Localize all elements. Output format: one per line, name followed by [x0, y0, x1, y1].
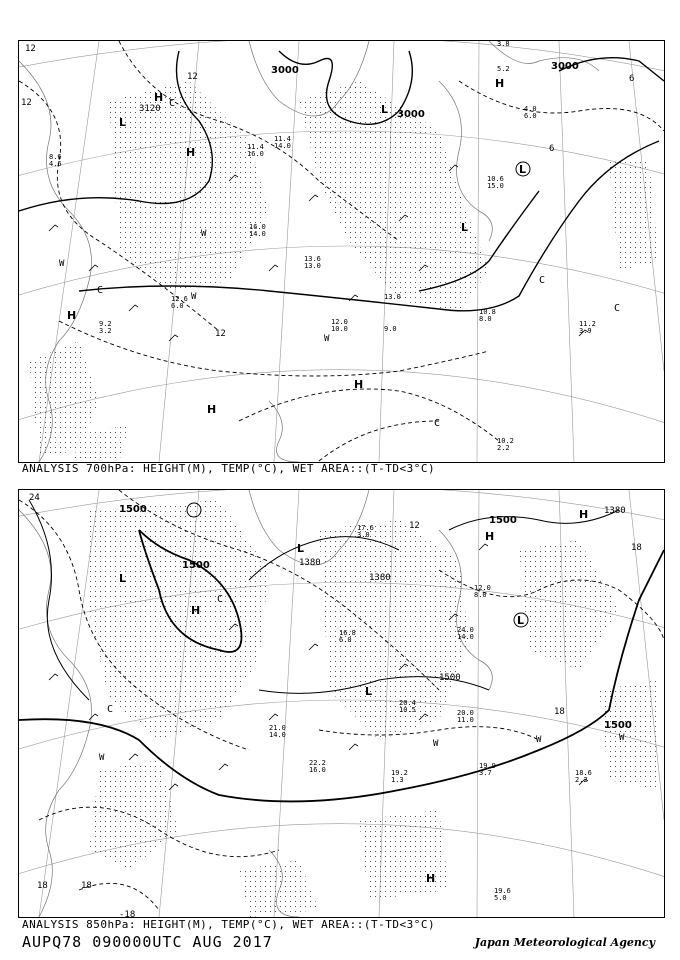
station-value: 24.0 [457, 626, 474, 634]
isotherm-label: 6 [549, 144, 555, 154]
warm-center: W [433, 739, 439, 749]
contour-label-1500: 1500 [439, 673, 461, 683]
high-center: H [485, 530, 495, 543]
station-value: 21.0 [269, 724, 286, 732]
station-value: 10.0 [331, 325, 348, 333]
low-center: L [381, 103, 389, 116]
wet-area-shading [89, 500, 659, 917]
low-center: L [119, 116, 127, 129]
low-center: L [297, 542, 305, 555]
station-value: 5.0 [494, 894, 507, 902]
station-value: 13.0 [384, 293, 401, 301]
chart-850hpa [18, 489, 665, 918]
warm-center: W [191, 292, 197, 302]
station-value: 16.0 [309, 766, 326, 774]
station-value: 14.0 [457, 633, 474, 641]
station-value: 14.0 [274, 142, 291, 150]
cold-center: C [169, 98, 176, 109]
station-value: 1.3 [391, 776, 404, 784]
warm-center: W [99, 753, 105, 763]
cold-center: C [97, 285, 104, 296]
contour-label-3000: 3000 [551, 61, 579, 72]
station-value: 2.2 [497, 444, 510, 452]
station-value: 11.4 [274, 135, 291, 143]
station-value: 6.0 [524, 112, 537, 120]
station-value: 12.0 [331, 318, 348, 326]
isotherm-label: 18 [81, 881, 92, 891]
station-value: 20.0 [457, 709, 474, 717]
contour-label-1380: 1380 [299, 558, 321, 568]
warm-center: W [324, 334, 330, 344]
cold-center: C [217, 594, 224, 605]
low-center: L [517, 614, 525, 627]
station-value: 14.0 [269, 731, 286, 739]
station-value: 13.6 [304, 255, 321, 263]
station-value: 14.0 [249, 230, 266, 238]
contour-label-3000: 3000 [397, 109, 425, 120]
isotherm-label: 24 [29, 493, 40, 503]
chart-700hpa [18, 40, 665, 463]
warm-center: W [619, 733, 625, 743]
low-center: L [119, 572, 127, 585]
wet-area-shading [29, 81, 659, 462]
cold-center: C [614, 303, 621, 314]
chart-850hpa-caption: ANALYSIS 850hPa: HEIGHT(M), TEMP(°C), WET AREA::(T-TD<3°C) [22, 918, 436, 931]
contour-label-1500: 1500 [604, 720, 632, 731]
isotherm-label: 12 [187, 72, 198, 82]
station-value: 8.0 [474, 591, 487, 599]
warm-center: W [59, 259, 65, 269]
contour-label-3000: 3000 [271, 65, 299, 76]
contour-label-1380: 1380 [604, 506, 626, 516]
isotherm-label: 18 [554, 707, 565, 717]
station-value: 19.9 [479, 762, 496, 770]
low-center: L [365, 685, 373, 698]
station-value: 19.2 [391, 769, 408, 777]
high-center: H [207, 403, 217, 416]
isotherm-label: -18 [119, 910, 136, 917]
high-center: H [67, 309, 77, 322]
station-value: 13.0 [304, 262, 321, 270]
agency-name: Japan Meteorological Agency [474, 936, 655, 949]
high-center: H [191, 604, 201, 617]
isotherm-label: 12 [215, 329, 226, 339]
station-value: 3.7 [479, 769, 492, 777]
station-value: 6.0 [339, 636, 352, 644]
station-value: 4.0 [524, 105, 537, 113]
station-value: 9.0 [384, 325, 397, 333]
high-center: H [426, 872, 436, 885]
contour-label-1500: 1500 [182, 560, 210, 571]
cold-center: C [107, 704, 114, 715]
station-value: 19.6 [494, 887, 511, 895]
station-value: 16.0 [249, 223, 266, 231]
contour-label-3120: 3120 [139, 104, 161, 114]
isotherm-label: 12 [409, 521, 420, 531]
station-value: 11.2 [579, 320, 596, 328]
contour-label-1500: 1500 [489, 515, 517, 526]
station-value: 6.0 [171, 302, 184, 310]
cold-center: C [539, 275, 546, 286]
cold-center: C [434, 418, 441, 429]
high-center: H [154, 91, 164, 104]
station-value: 3.9 [579, 327, 592, 335]
chart-700hpa-caption: ANALYSIS 700hPa: HEIGHT(M), TEMP(°C), WET AREA::(T-TD<3°C) [22, 462, 436, 475]
low-center: L [519, 163, 527, 176]
contour-label-1380: 1380 [369, 573, 391, 583]
high-center: H [495, 77, 505, 90]
station-value: 10.6 [487, 175, 504, 183]
map-850hpa [19, 490, 664, 917]
station-value: 11.4 [247, 143, 264, 151]
isotherm-label: 18 [631, 543, 642, 553]
station-value: 3.8 [497, 41, 510, 48]
warm-center: W [201, 229, 207, 239]
station-value: 8.0 [479, 315, 492, 323]
isotherm-label: 18 [37, 881, 48, 891]
station-value: 12.0 [474, 584, 491, 592]
station-value: 17.6 [357, 524, 374, 532]
station-value: 8.6 [49, 153, 62, 161]
station-value: 18.6 [575, 769, 592, 777]
station-value: 4.6 [49, 160, 62, 168]
station-value: 22.2 [309, 759, 326, 767]
high-center: H [579, 508, 589, 521]
chart-code-and-time: AUPQ78 090000UTC AUG 2017 [22, 933, 273, 951]
station-value: 15.0 [487, 182, 504, 190]
isotherm-label: 6 [629, 74, 635, 84]
station-value: 10.8 [479, 308, 496, 316]
station-value: 11.0 [457, 716, 474, 724]
station-value: 16.8 [339, 629, 356, 637]
isotherm-label: 12 [21, 98, 32, 108]
high-center: H [186, 146, 196, 159]
warm-center: W [536, 735, 542, 745]
station-value: 2.2 [575, 776, 588, 784]
contour-label-1500: 1500 [119, 504, 147, 515]
station-value: 20.4 [399, 699, 416, 707]
station-value: 10.2 [497, 437, 514, 445]
station-value: 16.0 [247, 150, 264, 158]
station-value: 10.5 [399, 706, 416, 714]
station-value: 3.0 [357, 531, 370, 539]
isotherm-label: 12 [25, 44, 36, 54]
high-center: H [354, 378, 364, 391]
station-value: 9.2 [99, 320, 112, 328]
station-value: 3.2 [99, 327, 112, 335]
station-value: 5.2 [497, 65, 510, 73]
station-value: 12.6 [171, 295, 188, 303]
low-center: L [461, 221, 469, 234]
map-700hpa [19, 41, 664, 462]
